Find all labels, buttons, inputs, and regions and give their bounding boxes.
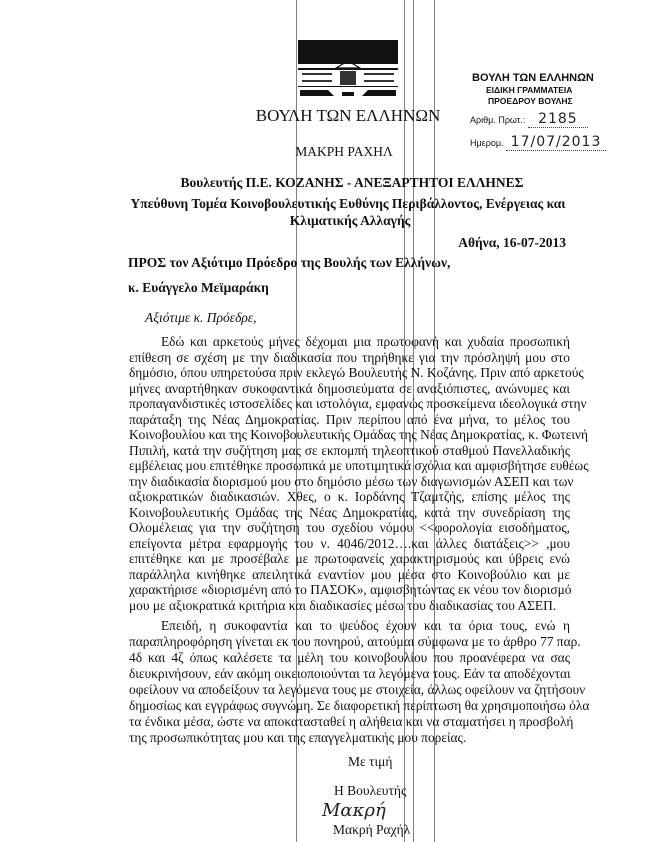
- salutation: Αξιότιμε κ. Πρόεδρε,: [145, 310, 257, 325]
- recipient-line2: κ. Ευάγγελο Μεϊμαράκη: [128, 280, 269, 295]
- paragraph-2-line: 4δ και 4ζ όπως καλέσετε τα μέλη του κοινοβουλίου που προανέφερα να σας: [129, 650, 570, 665]
- paragraph-1-line: Ολομέλειας για την συζήτηση του σχεδίου νόμου <<φορολογία εισοδήματος,: [129, 520, 570, 535]
- signature: Μακρή: [322, 800, 386, 821]
- paragraph-2-line: δημοσίως και εγγράφως συγνώμη. Σε διαφορετική περίπτωση θα χρησιμοποιήσω όλα: [129, 698, 590, 713]
- institution-name: ΒΟΥΛΗ ΤΩΝ ΕΛΛΗΝΩΝ: [255, 106, 441, 125]
- stamp-date: [470, 134, 606, 151]
- paragraph-1-line: μου με αξιοκρατικά κριτήρια και διαδικασίες μέσω του διαδικασίας του ΑΣΕΠ.: [129, 597, 557, 613]
- paragraph-1-line: δημόσιο, όπου υπηρετούσα πριν εκλεγώ Βουλευτής Ν. Κοζάνης. Πριν από αρκετούς: [129, 365, 584, 380]
- paragraph-1-line: Κοινοβουλίου και της Κοινοβουλευτικής Ομάδας της Νέας Δημοκρατίας, κ. Φωτεινή: [129, 427, 588, 442]
- paragraph-1-line: παράλληλα κινήθηκε απειλητικά εναντίον μου μέσα στο Κοινοβούλιο και με: [129, 566, 570, 582]
- protocol-number: 2185: [528, 111, 588, 128]
- paragraph-1-line: χαρακτήρισε «διορισμένη από το ΠΑΣΟΚ», αμφισβητώντας εκ νέου τον διορισμό: [129, 582, 572, 597]
- date-value: 17/07/2013: [506, 134, 606, 151]
- date-label: Ημερομ.: [470, 138, 504, 148]
- paragraph-2-line: παραπληροφόρηση γίνεται εκ του πονηρού, αιτούμαι σύμφωνα με το άρθρο 77 παρ.: [129, 634, 581, 649]
- recipient-line1: ΠΡΟΣ τον Αξιότιμο Πρόεδρο της Βουλής των Ελλήνων,: [128, 255, 451, 270]
- paragraph-1-line: προπαγανδιστικές ιστοσελίδες και ιστολόγια, εμφανώς προσκείμενα ιδεολογικά στην: [129, 396, 587, 411]
- signer-title: Η Βουλευτής: [334, 783, 407, 798]
- paragraph-1-line: αξιοκρατικών διαδικασιών. Χθες, ο κ. Ιορδάνης Τζαμτζής, επίσης μέλος της: [129, 489, 570, 504]
- stamp-institution: ΒΟΥΛΗ ΤΩΝ ΕΛΛΗΝΩΝ: [472, 72, 594, 84]
- paragraph-1-line: την διαδικασία διορισμού μου στο δημόσιο μέσω των διαγωνισμών ΑΣΕΠ και των: [129, 473, 574, 489]
- paragraph-1-line: επιτέθηκε και με προσέβαλε με πρωτοφανείς χαρακτηρισμούς και ύβρεις ενώ: [129, 551, 570, 566]
- stamp-office: ΠΡΟΕΔΡΟΥ ΒΟΥΛΗΣ: [488, 96, 573, 106]
- paragraph-1-line: μήνες αναρτήθηκαν συκοφαντικά δημοσιεύματα σε αναξιόπιστες, ανώνυμες και: [129, 380, 570, 396]
- protocol-label: Αριθμ. Πρωτ.:: [470, 115, 526, 125]
- paragraph-2-line: διευκρινήσουν, εάν ακόμη οικειοποιούνται τα λεγόμενα τους. Εάν τα αποδέχονται: [129, 666, 571, 681]
- stamp-department: ΕΙΔΙΚΗ ΓΡΑΜΜΑΤΕΙΑ: [486, 85, 573, 95]
- paragraph-1-line: επίθεση σε σχέση με την διαδικασία που τηρήθηκε για την πρόσληψή μου στο: [129, 349, 570, 365]
- closing-regards: Με τιμή: [348, 754, 393, 769]
- paragraph-2-line: τα ένδικα μέσα, ώστε να αποκατασταθεί η αλήθεια και να σταματήσει η προσβολή: [129, 714, 574, 729]
- paragraph-1-line: επείγοντα μέτρα εφαρμογής του ν. 4046/2012….και άλλες διατάξεις>> ,μου: [129, 535, 570, 551]
- paragraph-1-line: Πιπιλή, κατά την συζήτηση μας σε εκπομπή τηλεοπτικού σταθμού Πανελλαδικής: [129, 442, 570, 458]
- paragraph-1-line: Κοινοβουλευτικής Ομάδας της Νέας Δημοκρατίας, κατά την συνεδρίαση της: [129, 504, 570, 520]
- paragraph-2-line: της προσωπικότητας μου και της επαγγελματικής μου πορείας.: [129, 730, 467, 745]
- mp-role-line2: Κλιματικής Αλλαγής: [289, 213, 411, 228]
- paragraph-1-line: παράταξη της Νέας Δημοκρατίας. Πριν περίπου από ένα μήνα, το μέλος του: [129, 411, 570, 427]
- parliament-logo: [298, 40, 398, 98]
- mp-role-line1: Υπεύθυνη Τομέα Κοινοβουλευτικής Ευθύνης Περιβάλλοντος, Ενέργειας και: [130, 196, 566, 211]
- paragraph-2-line: οφείλουν να αποδείξουν τα λεγόμενα τους με στοιχεία, άλλως οφείλουν να ζητήσουν: [129, 682, 586, 697]
- paragraph-1-line: εμβέλειας μου επιτέθηκε προσωπικά με υποτιμητικά σχόλια και αμφισβήτησε ευθέως: [129, 458, 589, 473]
- mp-title: Βουλευτής Π.Ε. ΚΟΖΑΝΗΣ - ΑΝΕΞΑΡΤΗΤΟΙ ΕΛΛΗΝΕΣ: [180, 175, 524, 190]
- paragraph-1-line: Εδώ και αρκετούς μήνες δέχομαι μια πρωτοφανή και χυδαία προσωπική: [161, 334, 570, 349]
- place-date: Αθήνα, 16-07-2013: [458, 235, 566, 250]
- stamp-protocol: [470, 111, 588, 128]
- mp-name: ΜΑΚΡΗ ΡΑΧΗΛ: [295, 144, 393, 159]
- signer-name: Μακρή Ραχήλ: [333, 822, 411, 837]
- paragraph-2-line: Επειδή, η συκοφαντία και το ψεύδος έχουν και τα όρια τους, ενώ η: [161, 618, 570, 633]
